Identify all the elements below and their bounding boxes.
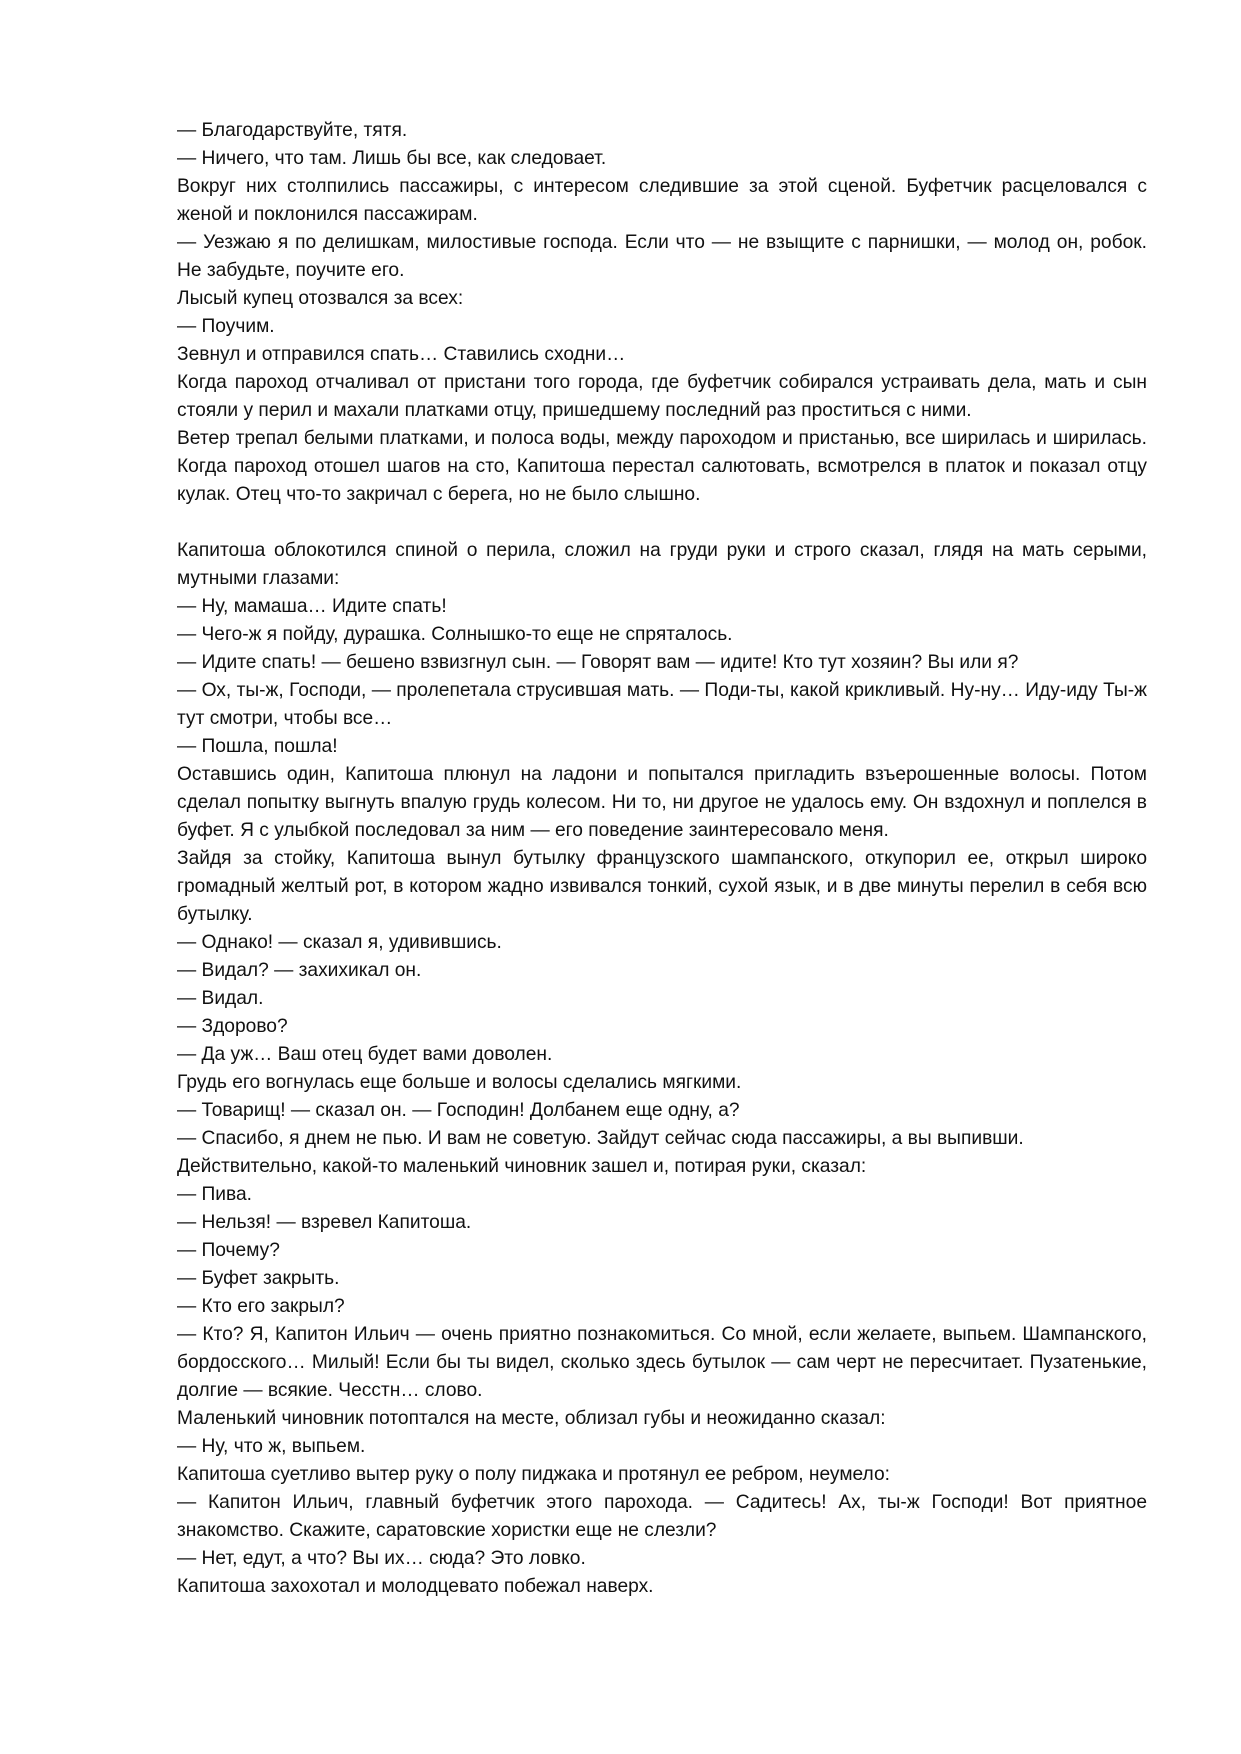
paragraph: Когда пароход отчаливал от пристани того города, где буфетчик собирался устраивать дела, мать и сын стояли у перил и махали платками отцу, пришедшему последний раз проститься с ними. [177,372,1147,421]
paragraph: Вокруг них столпились пассажиры, с интересом следившие за этой сценой. Буфетчик расцеловался с женой и поклонился пассажирам. [177,176,1147,225]
paragraph: — Буфет закрыть. [177,1268,340,1289]
paragraph: — Благодарствуйте, тятя. [177,120,408,141]
paragraph: — Здорово? [177,1016,288,1037]
paragraph: — Да уж… Ваш отец будет вами доволен. [177,1044,553,1065]
paragraph: Зайдя за стойку, Капитоша вынул бутылку французского шампанского, откупорил ее, открыл широко громадный желтый рот, в котором жадно извивался тонкий, сухой язык, и в две минуты перелил в себя всю бутылку. [177,848,1147,925]
text-block-1 [177,117,1147,509]
paragraph: — Нет, едут, а что? Вы их… сюда? Это ловко. [177,1548,586,1569]
document-page [177,117,1147,1601]
paragraph: — Кто его закрыл? [177,1296,345,1317]
paragraph: Оставшись один, Капитоша плюнул на ладони и попытался пригладить взъерошенные волосы. Потом сделал попытку выгнуть впалую грудь колесом. Ни то, ни другое не удалось ему. Он вздохнул и поплелся в буфет. Я с улыбкой последовал за ним — его поведение заинтересовало меня. [177,764,1147,841]
text-block-2 [177,537,1147,1601]
paragraph: — Спасибо, я днем не пью. И вам не советую. Зайдут сейчас сюда пассажиры, а вы выпивши. [177,1128,1024,1149]
paragraph: Капитоша суетливо вытер руку о полу пиджака и протянул ее ребром, неумело: [177,1464,890,1485]
paragraph: Маленький чиновник потоптался на месте, облизал губы и неожиданно сказал: [177,1408,886,1429]
paragraph: — Товарищ! — сказал он. — Господин! Долбанем еще одну, а? [177,1100,740,1121]
paragraph: — Видал. [177,988,264,1009]
paragraph: — Пошла, пошла! [177,736,338,757]
paragraph-gap [177,509,1147,537]
paragraph: Капитоша облокотился спиной о перила, сложил на груди руки и строго сказал, глядя на мать серыми, мутными глазами: [177,540,1147,589]
paragraph: — Нельзя! — взревел Капитоша. [177,1212,472,1233]
paragraph: — Идите спать! — бешено взвизгнул сын. — Говорят вам — идите! Кто тут хозяин? Вы или я? [177,652,1019,673]
paragraph: — Уезжаю я по делишкам, милостивые господа. Если что — не взыщите с парнишки, — молод он, робок. Не забудьте, поучите его. [177,232,1147,281]
paragraph: Ветер трепал белыми платками, и полоса воды, между пароходом и пристанью, все ширилась и ширилась. Когда пароход отошел шагов на сто, Капитоша перестал салютовать, всмотрелся в платок и показал отцу кулак. Отец что-то закричал с берега, но не было слышно. [177,428,1147,505]
paragraph: — Чего-ж я пойду, дурашка. Солнышко-то еще не спряталось. [177,624,733,645]
paragraph: Действительно, какой-то маленький чиновник зашел и, потирая руки, сказал: [177,1156,867,1177]
paragraph: Зевнул и отправился спать… Ставились сходни… [177,344,626,365]
paragraph: — Ничего, что там. Лишь бы все, как следовает. [177,148,607,169]
paragraph: — Поучим. [177,316,275,337]
paragraph: — Кто? Я, Капитон Ильич — очень приятно познакомиться. Со мной, если желаете, выпьем. Шампанского, бордосского… Милый! Если бы ты видел, сколько здесь бутылок — сам черт не пересчитает. Пузатенькие, долгие — всякие. Чесстн… слово. [177,1324,1147,1401]
paragraph: — Пива. [177,1184,253,1205]
paragraph: Грудь его вогнулась еще больше и волосы сделались мягкими. [177,1072,742,1093]
paragraph: — Капитон Ильич, главный буфетчик этого парохода. — Садитесь! Ах, ты-ж Господи! Вот приятное знакомство. Скажите, саратовские хористки еще не слезли? [177,1492,1147,1541]
paragraph: — Ну, мамаша… Идите спать! [177,596,447,617]
paragraph: — Почему? [177,1240,280,1261]
paragraph: Лысый купец отозвался за всех: [177,288,464,309]
paragraph: — Ох, ты-ж, Господи, — пролепетала струсившая мать. — Поди-ты, какой крикливый. Ну-ну… Иду-иду Ты-ж тут смотри, чтобы все… [177,680,1147,729]
paragraph: — Однако! — сказал я, удивившись. [177,932,502,953]
paragraph: — Видал? — захихикал он. [177,960,422,981]
paragraph: — Ну, что ж, выпьем. [177,1436,366,1457]
paragraph: Капитоша захохотал и молодцевато побежал наверх. [177,1576,654,1597]
